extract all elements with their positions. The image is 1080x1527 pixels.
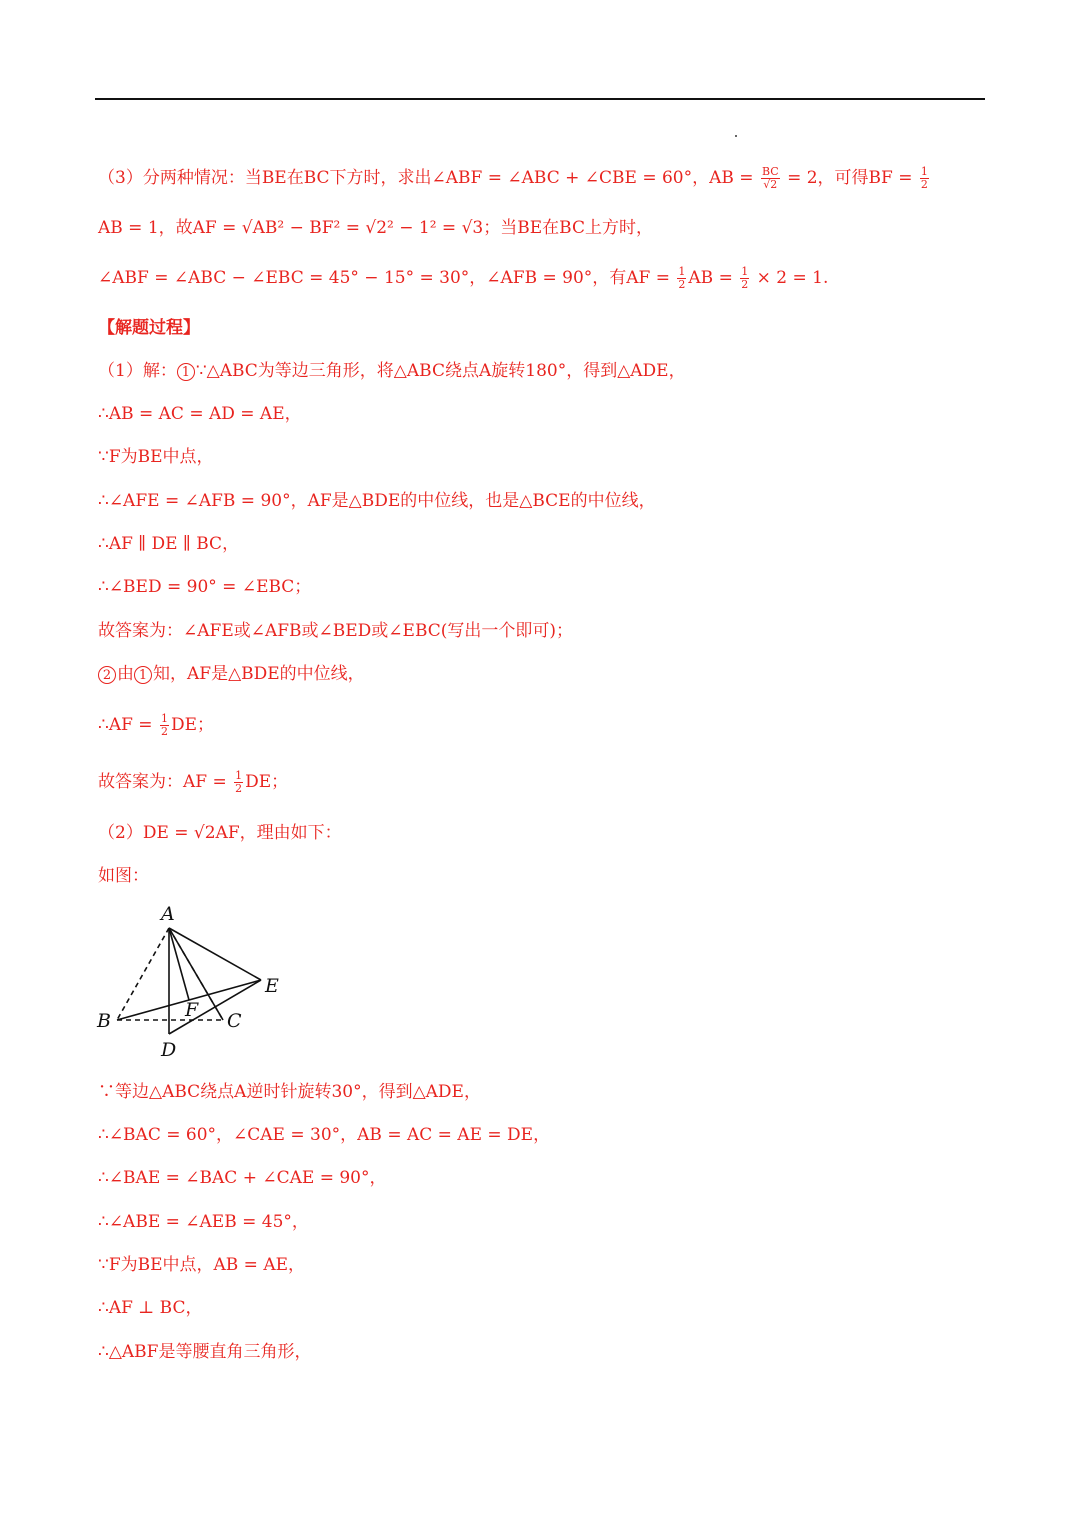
text-seg: ∠ABF = ∠ABC − ∠EBC = 45° − 15° = 30°，∠AFB = 90°，有AF = <box>98 268 676 288</box>
label-d: D <box>161 1039 177 1061</box>
frac-num: 1 <box>235 769 243 782</box>
frac-den: 2 <box>741 278 749 291</box>
frac-num: 1 <box>678 265 686 278</box>
section-heading: 【解题过程】 <box>98 318 200 338</box>
label-e: E <box>265 975 279 997</box>
circled-number: 1 <box>134 666 152 684</box>
solution-line-3 <box>98 266 828 291</box>
solution-line-15: （2）DE = √2AF，理由如下： <box>98 823 342 843</box>
frac-num: 1 <box>741 265 749 278</box>
solution-line-16: 如图： <box>98 866 149 886</box>
text-seg: ∵△ABC为等边三角形，将△ABC绕点A旋转180°，得到△ADE， <box>195 361 686 381</box>
fraction-half <box>677 266 686 291</box>
text-seg: × 2 = 1. <box>751 268 829 288</box>
stray-dot <box>735 135 737 137</box>
text-seg: 由 <box>117 664 134 684</box>
solution-line-22: ∴AF ⊥ BC， <box>98 1298 203 1318</box>
solution-line-7: ∵F为BE中点， <box>98 447 214 467</box>
frac-den: 2 <box>235 782 243 795</box>
fraction-half <box>920 166 929 191</box>
solution-line-5 <box>98 359 686 383</box>
frac-den: 2 <box>920 178 928 191</box>
text-seg: DE； <box>170 715 214 735</box>
text-seg: ∴AF = <box>98 715 158 735</box>
solution-line-12 <box>98 662 365 686</box>
solution-line-8: ∴∠AFE = ∠AFB = 90°，AF是△BDE的中位线，也是△BCE的中位线， <box>98 491 656 511</box>
label-a: A <box>161 903 175 925</box>
text-seg: （1）解： <box>98 361 177 381</box>
solution-line-2: AB = 1，故AF = √AB² − BF² = √2² − 1² = √3；当BE在BC上方时， <box>98 218 653 238</box>
solution-line-23: ∴△ABF是等腰直角三角形， <box>98 1342 312 1362</box>
solution-line-6: ∴AB = AC = AD = AE， <box>98 404 302 424</box>
fraction-bc-over-root2 <box>761 166 780 191</box>
header-rule <box>95 98 985 100</box>
text-seg: （3）分两种情况：当BE在BC下方时，求出∠ABF = ∠ABC + ∠CBE = 60°，AB = <box>98 168 759 188</box>
label-b: B <box>97 1010 111 1032</box>
frac-num: BC <box>761 165 779 178</box>
frac-num: 1 <box>920 165 928 178</box>
solution-line-20: ∴∠ABE = ∠AEB = 45°， <box>98 1212 309 1232</box>
solution-line-14 <box>98 770 288 795</box>
segment-ae <box>169 928 261 980</box>
text-seg: 故答案为：AF = <box>98 772 233 792</box>
text-seg: 知，AF是△BDE的中位线， <box>153 664 365 684</box>
solution-line-17: ∵等边△ABC绕点A逆时针旋转30°，得到△ADE， <box>98 1082 481 1102</box>
circled-number: 2 <box>98 666 116 684</box>
geometry-figure <box>95 898 295 1063</box>
solution-line-9: ∴AF ∥ DE ∥ BC， <box>98 534 240 554</box>
frac-den: 2 <box>678 278 686 291</box>
frac-num: 1 <box>160 712 168 725</box>
fraction-half <box>160 713 169 738</box>
fraction-half <box>740 266 749 291</box>
solution-line-19: ∴∠BAE = ∠BAC + ∠CAE = 90°， <box>98 1168 387 1188</box>
text-seg: = 2，可得BF = <box>781 168 918 188</box>
solution-line-11: 故答案为：∠AFE或∠AFB或∠BED或∠EBC(写出一个即可)； <box>98 621 574 641</box>
frac-den: 2 <box>160 725 168 738</box>
frac-den: √2 <box>763 178 778 191</box>
label-c: C <box>227 1010 242 1032</box>
solution-line-18: ∴∠BAC = 60°，∠CAE = 30°，AB = AC = AE = DE， <box>98 1125 551 1145</box>
segment-af <box>169 928 189 1000</box>
circled-number: 1 <box>177 363 195 381</box>
text-seg: DE； <box>245 772 289 792</box>
solution-line-21: ∵F为BE中点，AB = AE， <box>98 1255 306 1275</box>
fraction-half <box>234 770 243 795</box>
segment-ab <box>117 928 169 1020</box>
label-f: F <box>185 999 199 1021</box>
solution-line-10: ∴∠BED = 90° = ∠EBC； <box>98 577 312 597</box>
text-seg: AB = <box>688 268 739 288</box>
solution-line-13 <box>98 713 214 738</box>
solution-line-1 <box>98 166 931 191</box>
